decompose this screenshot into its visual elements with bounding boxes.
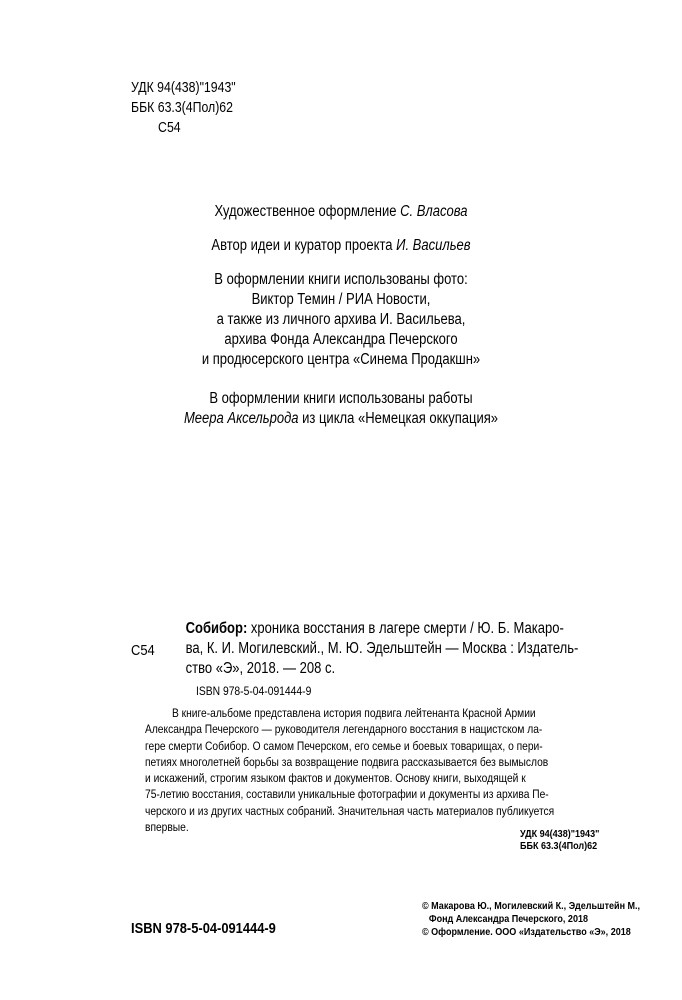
abstract-line: 75-летию восстания, составили уникальные фотографии и документы из архива Пе-: [145, 787, 549, 802]
catalog-card: [131, 619, 631, 679]
copyright-block: [422, 900, 640, 939]
works-rest: из цикла «Немецкая оккупация»: [298, 410, 499, 427]
card-classification: [520, 828, 599, 852]
abstract-line: черского и из других частных собраний. Значительная часть материалов публикуется: [145, 803, 555, 818]
copyright-line: © Оформление. ООО «Издательство «Э», 2018: [422, 926, 631, 938]
udk-code: УДК 94(438)"1943": [131, 79, 236, 96]
abstract-line: и искажений, строгим языком фактов и документов. Основу книги, выходящей к: [145, 771, 526, 786]
abstract-line: петиях многолетней борьбы за возвращение подвига рассказывается без вымыслов: [145, 754, 549, 769]
idea-label: Автор идеи и куратор проекта: [211, 237, 397, 254]
card-line: ство «Э», 2018. — 208 с.: [185, 660, 336, 677]
design-credit: [55, 202, 628, 222]
photos-line: В оформлении книги использованы фото:: [214, 271, 468, 288]
card-title: Собибор:: [185, 620, 248, 637]
card-bbk: ББК 63.3(4Пол)62: [520, 840, 598, 852]
works-artist: Меера Аксельрода: [183, 410, 299, 427]
design-label: Художественное оформление: [214, 203, 401, 220]
top-classification: [131, 78, 259, 138]
card-description: [131, 619, 631, 679]
design-name: С. Власова: [400, 203, 468, 220]
card-isbn: ISBN 978-5-04-091444-9: [196, 684, 312, 698]
abstract-line: Александра Печерского — руководителя легендарного восстания в нацистском ла-: [145, 722, 543, 737]
works-line: В оформлении книги использованы работы: [209, 390, 473, 407]
card-author-mark: С54: [131, 642, 155, 659]
abstract-line: гере смерти Собибор. О самом Печерском, его семье и боевых товарищах, о пери-: [145, 738, 543, 753]
credits-block: [0, 202, 682, 429]
photos-line: и продюсерского центра «Синема Продакшн»: [201, 351, 481, 368]
photos-line: а также из личного архива И. Васильева,: [216, 311, 466, 328]
card-line: [131, 619, 564, 639]
isbn-main: ISBN 978-5-04-091444-9: [131, 920, 276, 937]
photos-line: архива Фонда Александра Печерского: [224, 331, 458, 348]
copyright-line: © Макарова Ю., Могилевский К., Эдельштейн М.,: [422, 900, 641, 912]
card-line1-rest: хроника восстания в лагере смерти / Ю. Б. Макаро-: [247, 620, 564, 637]
copyright-line: Фонд Александра Печерского, 2018: [428, 913, 589, 925]
photos-line: Виктор Темин / РИА Новости,: [251, 291, 431, 308]
bbk-code: ББК 63.3(4Пол)62: [131, 99, 233, 116]
idea-credit: [55, 236, 628, 256]
card-udk: УДК 94(438)"1943": [520, 828, 600, 840]
card-line: ва, К. И. Могилевский., М. Ю. Эдельштейн — Москва : Издатель-: [185, 640, 579, 657]
card-abstract: [145, 705, 682, 835]
author-mark: С54: [158, 119, 181, 136]
idea-name: И. Васильев: [396, 237, 471, 254]
abstract-line: В книге-альбоме представлена история подвига лейтенанта Красной Армии: [172, 706, 536, 720]
abstract-line: впервые.: [145, 820, 189, 835]
works-credit: [55, 409, 628, 429]
